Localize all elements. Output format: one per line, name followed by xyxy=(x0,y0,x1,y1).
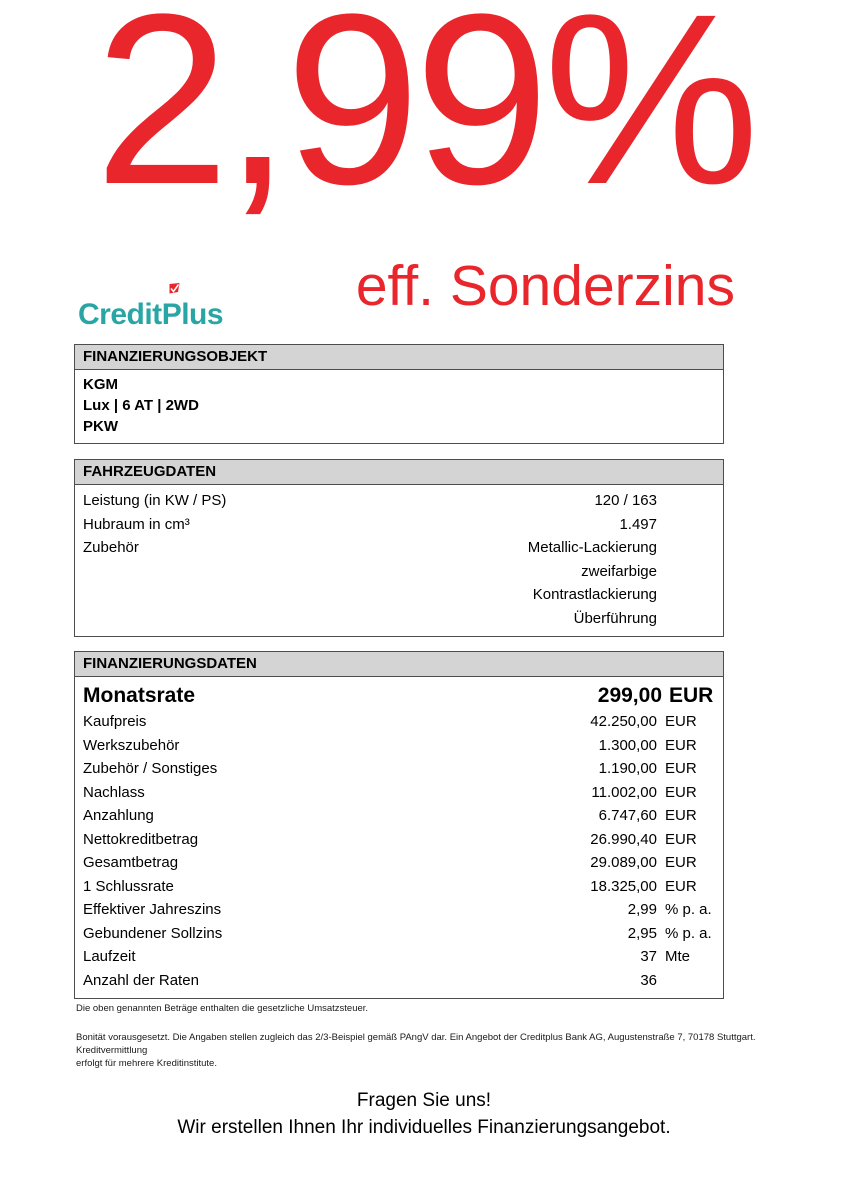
object-line: PKW xyxy=(83,418,118,436)
row-label: Hubraum in cm³ xyxy=(83,515,190,533)
row-spacer xyxy=(83,607,574,631)
row-label: Gesamtbetrag xyxy=(83,854,179,872)
table-row xyxy=(75,804,723,828)
accessory-extra-line xyxy=(75,583,723,607)
row-unit: EUR xyxy=(665,854,697,872)
logo-p-group xyxy=(162,300,182,330)
row-label: Werkszubehör xyxy=(83,736,180,754)
row-value: Metallic-Lackierung xyxy=(527,539,657,557)
panel-header-financing-data: FINANZIERUNGSDATEN xyxy=(75,652,723,677)
headline-interest-rate: 2,99% xyxy=(94,0,754,235)
table-row xyxy=(75,945,723,969)
check-flag-icon xyxy=(169,283,180,298)
object-line: Lux | 6 AT | 2WD xyxy=(83,397,199,415)
row-value: Kontrastlackierung xyxy=(532,586,657,604)
row-label: Gebundener Sollzins xyxy=(83,924,223,942)
row-value: 29.089,00 xyxy=(590,854,657,872)
table-row xyxy=(75,922,723,946)
row-unit: EUR xyxy=(665,713,697,731)
row-unit: % p. a. xyxy=(665,901,712,919)
row-unit: EUR xyxy=(665,807,697,825)
row-value: 120 / 163 xyxy=(594,492,657,510)
row-value: 37 xyxy=(640,948,657,966)
table-row xyxy=(75,710,723,734)
object-line: KGM xyxy=(83,376,118,394)
table-row-monthly-rate xyxy=(75,681,723,710)
row-label: Effektiver Jahreszins xyxy=(83,901,222,919)
row-label: Nachlass xyxy=(83,783,145,801)
row-value: 18.325,00 xyxy=(590,877,657,895)
row-value: 1.300,00 xyxy=(598,736,657,754)
row-value: 42.250,00 xyxy=(590,713,657,731)
row-unit: Mte xyxy=(665,948,691,966)
table-row xyxy=(75,828,723,852)
row-unit: EUR xyxy=(665,736,697,754)
row-value: 36 xyxy=(640,971,657,989)
table-row xyxy=(75,898,723,922)
panel-body-vehicle-data xyxy=(75,485,723,636)
row-label: Zubehör / Sonstiges xyxy=(83,760,218,778)
headline-subtitle: eff. Sonderzins xyxy=(355,254,735,318)
creditplus-logo xyxy=(78,300,223,330)
row-value: 1.190,00 xyxy=(598,760,657,778)
row-value: 2,99 xyxy=(627,901,657,919)
table-row xyxy=(75,969,723,993)
logo-text-credit: Credit xyxy=(78,298,162,331)
fineprint-legal xyxy=(76,1031,806,1070)
panel-financing-data xyxy=(74,651,724,999)
row-unit: EUR xyxy=(669,684,714,708)
row-spacer xyxy=(83,560,581,584)
row-label: Anzahl der Raten xyxy=(83,971,199,989)
row-unit: % p. a. xyxy=(665,924,712,942)
row-label: 1 Schlussrate xyxy=(83,877,174,895)
row-label: Monatsrate xyxy=(83,684,196,708)
logo-text-p: P xyxy=(161,298,182,331)
panel-body-financing-data xyxy=(75,677,723,998)
panel-header-financing-object: FINANZIERUNGSOBJEKT xyxy=(75,345,723,370)
table-row xyxy=(75,757,723,781)
row-label: Nettokreditbetrag xyxy=(83,830,199,848)
row-unit: EUR xyxy=(665,830,697,848)
row-value: 6.747,60 xyxy=(598,807,657,825)
row-value: zweifarbige xyxy=(581,562,657,580)
row-value: 11.002,00 xyxy=(591,783,657,801)
row-label: Leistung (in KW / PS) xyxy=(83,492,227,510)
accessory-extra-line xyxy=(75,607,723,631)
fineprint-tax-note xyxy=(76,1002,806,1015)
row-label: Anzahlung xyxy=(83,807,154,825)
row-label: Zubehör xyxy=(83,539,139,557)
fineprint-line: Die oben genannten Beträge enthalten die gesetzliche Umsatzsteuer. xyxy=(76,1003,369,1014)
table-row xyxy=(75,513,723,537)
row-value: 1.497 xyxy=(619,515,657,533)
accessory-extra-line xyxy=(75,560,723,584)
logo-text-lus: lus xyxy=(181,298,224,331)
cta-subline: Wir erstellen Ihnen Ihr individuelles Finanzierungsangebot. xyxy=(177,1117,671,1138)
table-row xyxy=(75,489,723,513)
table-row xyxy=(75,536,723,560)
row-unit: EUR xyxy=(665,760,697,778)
row-unit: EUR xyxy=(665,877,697,895)
table-row xyxy=(75,875,723,899)
row-value: 26.990,40 xyxy=(590,830,657,848)
row-spacer xyxy=(83,583,533,607)
row-label: Kaufpreis xyxy=(83,713,147,731)
fineprint-line: Bonität vorausgesetzt. Die Angaben stellen zugleich das 2/3-Beispiel gemäß PAngV dar. Ein Angebot der Creditplus Bank AG, Augustenstraße 7, 70178 Stuttgart. Kreditvermittlung xyxy=(76,1032,756,1056)
row-value: Überführung xyxy=(573,609,657,627)
panel-header-vehicle-data: FAHRZEUGDATEN xyxy=(75,460,723,485)
cta-headline: Fragen Sie uns! xyxy=(356,1090,492,1111)
table-row xyxy=(75,734,723,758)
row-value: 299,00 xyxy=(597,684,662,708)
panel-financing-object xyxy=(74,344,724,444)
row-value: 2,95 xyxy=(627,924,657,942)
panel-vehicle-data xyxy=(74,459,724,637)
row-unit: EUR xyxy=(665,783,697,801)
hero-banner xyxy=(0,0,848,340)
table-row xyxy=(75,851,723,875)
table-row xyxy=(75,781,723,805)
row-label: Laufzeit xyxy=(83,948,136,966)
fineprint-line: erfolgt für mehrere Kreditinstitute. xyxy=(76,1058,217,1069)
panel-body-financing-object xyxy=(75,370,723,443)
